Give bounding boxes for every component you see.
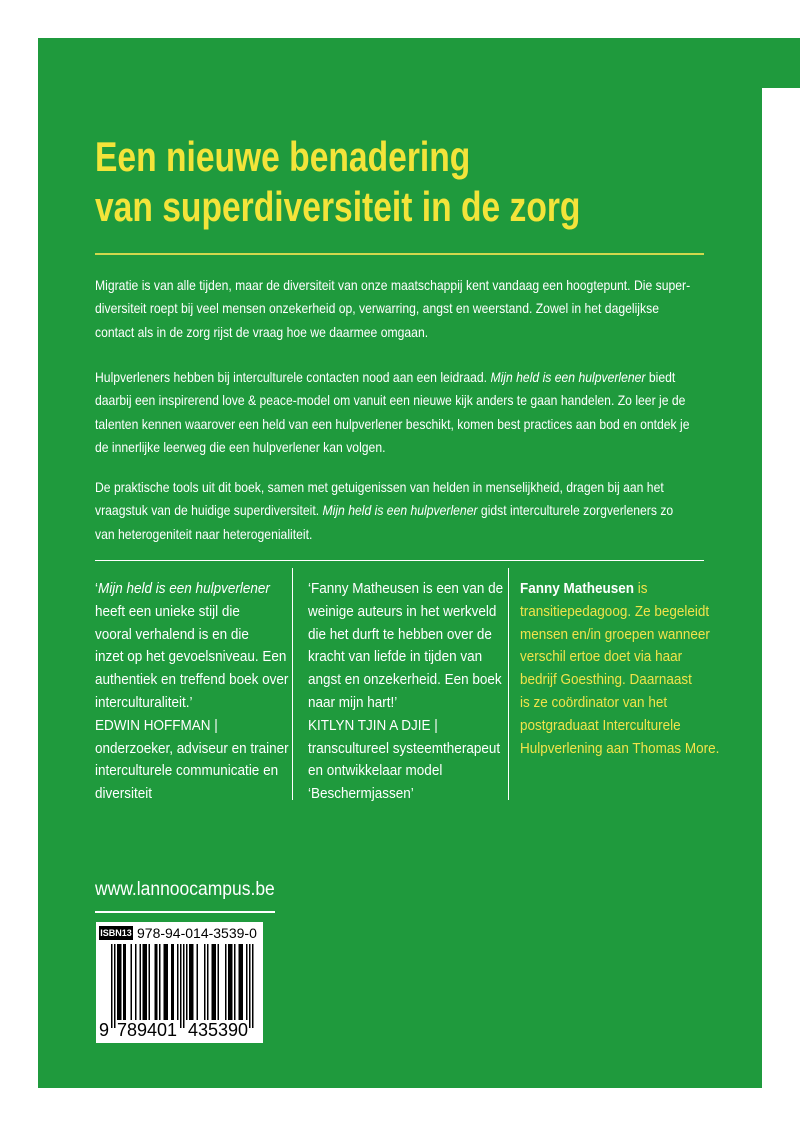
barcode-bar xyxy=(228,944,233,1020)
bio-line xyxy=(520,738,727,761)
barcode-bar xyxy=(189,944,194,1020)
quote-role xyxy=(95,738,291,806)
quote-line xyxy=(308,624,492,647)
barcode-digits-left: 789401 xyxy=(116,1020,178,1040)
cover-edge-notch xyxy=(762,88,800,1088)
blurb-line xyxy=(95,274,691,297)
text-segment: biedt xyxy=(645,369,676,385)
bio-line xyxy=(520,669,727,692)
quote-text xyxy=(95,578,291,715)
barcode-bar xyxy=(155,944,158,1020)
book-title-reference: Mijn held is een hulpverlener xyxy=(98,580,270,597)
barcode-bar xyxy=(239,944,244,1020)
text-segment: ‘ xyxy=(95,580,99,597)
text-segment: postgraduaat Interculturele xyxy=(520,716,681,734)
book-title-line: Een nieuwe benadering xyxy=(95,133,471,180)
blurb-line xyxy=(95,476,664,499)
text-segment: is ze coördinator van het xyxy=(520,693,668,711)
role-line xyxy=(95,783,271,806)
quote-line xyxy=(308,692,484,715)
isbn-number: 978-94-014-3539-0 xyxy=(137,925,257,941)
barcode-bar xyxy=(164,944,169,1020)
quote-line xyxy=(95,578,271,601)
publisher-url-text: www.lannoocampus.be xyxy=(95,879,275,900)
barcode-guard-bar xyxy=(114,944,116,1028)
text-segment: die het durft te hebben over de xyxy=(308,625,492,643)
text-segment: transitiepedagoog. Ze begeleidt xyxy=(520,602,710,620)
quote-line xyxy=(308,669,502,692)
role-line xyxy=(95,760,279,783)
text-segment: onderzoeker, adviseur en trainer xyxy=(95,739,289,757)
barcode-guard-bar xyxy=(180,944,182,1028)
barcode-bar xyxy=(197,944,199,1020)
text-segment: diversiteit xyxy=(95,785,153,803)
barcode-bar xyxy=(131,944,133,1020)
text-segment: contact als in de zorg rijst de vraag hoe we daarmee omgaan. xyxy=(95,323,429,340)
text-segment: interculturaliteit.’ xyxy=(95,693,193,711)
blurb-line xyxy=(95,436,625,459)
url-underline xyxy=(95,911,275,913)
barcode-bar xyxy=(212,944,217,1020)
barcode-bar xyxy=(159,944,161,1020)
column-divider xyxy=(292,568,293,800)
bio-line xyxy=(520,715,727,738)
blurb-paragraph xyxy=(95,274,704,344)
barcode-bar xyxy=(207,944,209,1020)
blurb-line xyxy=(95,366,676,389)
text-segment: daarbij een inspirerend love & peace-model om vanuit een nieuwe kijk anders te gaan handelen. Zo leer je de xyxy=(95,392,686,409)
barcode-digits-prefix: 9 xyxy=(99,1020,110,1040)
book-title-reference: Mijn held is een hulpverlener xyxy=(322,502,478,519)
quote-line xyxy=(308,578,504,601)
barcode-bar xyxy=(218,944,220,1020)
barcode-bar xyxy=(123,944,126,1020)
text-segment: van heterogeniteit naar heterogenialiteit. xyxy=(95,525,313,542)
barcode-bar xyxy=(135,944,137,1020)
bio-line xyxy=(520,624,727,647)
text-segment: Hulpverlening aan Thomas More. xyxy=(520,739,720,757)
barcode-bar xyxy=(204,944,206,1020)
barcode-bar xyxy=(234,944,236,1020)
barcode-bar xyxy=(171,944,174,1020)
quote-attribution: EDWIN HOFFMAN | xyxy=(95,716,218,734)
blurb-paragraph xyxy=(95,476,704,546)
barcode-bar xyxy=(225,944,227,1020)
text-segment: gidst interculturele zorgverleners zo xyxy=(477,502,674,519)
author-bio xyxy=(520,578,750,760)
text-segment: weinige auteurs in het werkveld xyxy=(308,602,497,620)
isbn-barcode xyxy=(96,922,263,1043)
text-segment: ‘Beschermjassen’ xyxy=(308,785,414,803)
barcode-guard-bar xyxy=(249,944,251,1028)
quote-line xyxy=(95,669,289,692)
quote-role xyxy=(308,738,504,806)
quote-line xyxy=(308,646,484,669)
book-title-reference: Mijn held is een hulpverlener xyxy=(490,369,646,385)
barcode-bar xyxy=(186,944,188,1020)
text-segment: interculturele communicatie en xyxy=(95,762,279,780)
bio-line xyxy=(520,646,727,669)
text-segment: naar mijn hart!’ xyxy=(308,693,398,711)
text-segment: talenten kennen waarover een held van een hulpverlener beschikt, komen best practices aan bod en ontdek je xyxy=(95,415,690,432)
quote-attribution: KITLYN TJIN A DJIE | xyxy=(308,716,438,734)
blurb-line xyxy=(95,499,674,522)
bio-line xyxy=(520,692,727,715)
barcode-bar xyxy=(140,944,142,1020)
blurb-line xyxy=(95,413,690,436)
author-name: Fanny Matheusen xyxy=(520,580,635,597)
text-segment: mensen en/in groepen wanneer xyxy=(520,625,710,643)
blurb-paragraph xyxy=(95,366,704,460)
barcode-bar xyxy=(117,944,122,1020)
text-segment: kracht van liefde in tijden van xyxy=(308,648,483,666)
text-segment: transcultureel systeemtherapeut xyxy=(308,739,501,757)
text-segment: De praktische tools uit dit boek, samen met getuigenissen van helden in menselijkheid, dragen bij aan het xyxy=(95,479,664,495)
quote-line xyxy=(95,646,287,669)
isbn-label: ISBN13 xyxy=(100,928,132,938)
barcode-bar xyxy=(143,944,148,1020)
text-segment: heeft een unieke stijl die xyxy=(95,602,240,620)
blurb-line xyxy=(95,389,686,412)
barcode-digits-right: 435390 xyxy=(187,1020,249,1040)
text-segment: Migratie is van alle tijden, maar de diversiteit van onze maatschappij kent vandaag een hoogtepunt. Die super- xyxy=(95,277,691,293)
text-segment: de innerlijke leerweg die een hulpverlener kan volgen. xyxy=(95,439,386,456)
title-divider xyxy=(95,253,704,255)
role-line xyxy=(308,760,484,783)
barcode-bar xyxy=(177,944,179,1020)
bio-line xyxy=(520,578,727,601)
book-title-line: van superdiversiteit in de zorg xyxy=(95,183,581,230)
quote-line xyxy=(95,624,271,647)
text-segment: verschil ertoe doet via haar xyxy=(520,648,683,666)
text-segment: Hulpverleners hebben bij interculturele contacten nood aan een leidraad. xyxy=(95,369,491,385)
publisher-url xyxy=(95,879,290,901)
role-line xyxy=(308,783,484,806)
barcode-guard-bar xyxy=(252,944,254,1028)
blurb-line xyxy=(95,523,625,546)
quote-line xyxy=(95,601,271,624)
barcode-bar xyxy=(149,944,151,1020)
section-divider xyxy=(95,560,704,561)
column-divider xyxy=(508,568,509,800)
barcode-bars xyxy=(96,944,263,1032)
text-segment: en ontwikkelaar model xyxy=(308,762,443,780)
blurb-line xyxy=(95,297,659,320)
text-segment: ‘Fanny Matheusen is een van de xyxy=(308,580,504,597)
role-line xyxy=(95,738,289,761)
text-segment: bedrijf Goesthing. Daarnaast xyxy=(520,671,692,689)
book-title xyxy=(95,132,702,232)
text-segment: vraagstuk van de huidige superdiversiteit. xyxy=(95,502,323,519)
barcode-guard-bar xyxy=(111,944,113,1028)
text-segment: angst en onzekerheid. Een boek xyxy=(308,671,502,689)
bio-line xyxy=(520,601,727,624)
barcode-bar xyxy=(246,944,248,1020)
quote-text xyxy=(308,578,504,715)
text-segment: vooral verhalend is en die xyxy=(95,625,249,643)
quote-line xyxy=(95,692,271,715)
text-segment: authentiek en treffend boek over xyxy=(95,671,289,689)
blurb-line xyxy=(95,321,625,344)
text-segment: inzet op het gevoelsniveau. Een xyxy=(95,648,287,666)
quote-column xyxy=(308,578,504,806)
quote-column xyxy=(95,578,291,806)
quote-line xyxy=(308,601,497,624)
barcode-guard-bar xyxy=(183,944,185,1028)
text-segment: is xyxy=(634,580,648,597)
text-segment: diversiteit roept bij veel mensen onzekerheid op, verwarring, angst en weerstand. Zowel in het dagelijkse xyxy=(95,300,659,317)
role-line xyxy=(308,738,501,761)
